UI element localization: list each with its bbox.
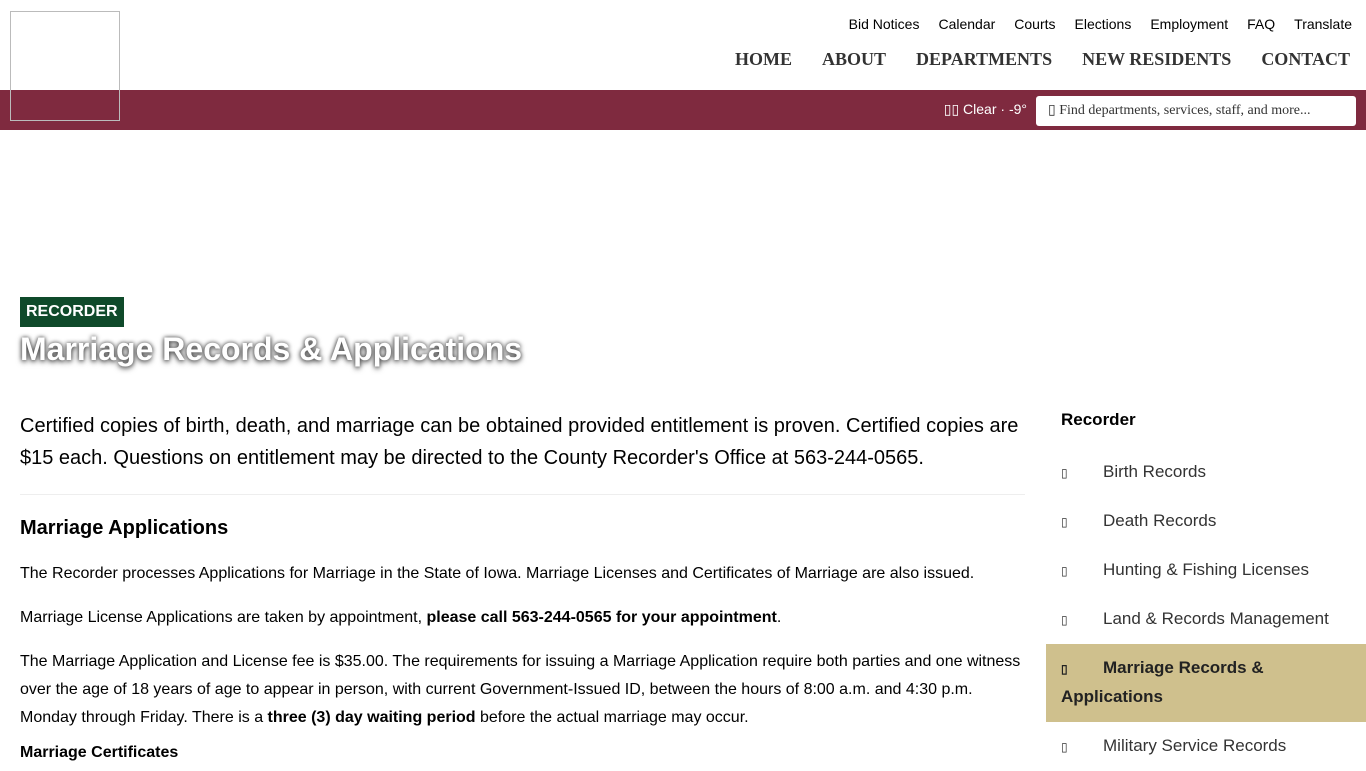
- department-badge[interactable]: RECORDER: [20, 297, 124, 327]
- paragraph: [20, 648, 1025, 732]
- label: Death Records: [1103, 511, 1217, 530]
- county-logo[interactable]: [10, 11, 120, 121]
- heading-applications: Marriage Applications: [20, 517, 229, 539]
- sidebar-item-land-records[interactable]: [1046, 595, 1366, 644]
- header-bar: [0, 90, 1366, 130]
- nav-departments[interactable]: DEPARTMENTS: [916, 49, 1053, 69]
- sidebar-item-marriage-records[interactable]: [1046, 644, 1366, 722]
- search-input[interactable]: ▯ Find departments, services, staff, and more...: [1036, 96, 1356, 126]
- intro-text: Certified copies of birth, death, and marriage can be obtained provided entitlement is proven. Certified copies are $15 each. Questions on entitlement may be directed to the County Recorder's Office at 563-244-0565.: [20, 410, 1025, 495]
- nav-about[interactable]: ABOUT: [822, 49, 887, 69]
- text: .: [776, 609, 782, 626]
- label: Birth Records: [1103, 462, 1206, 481]
- text: Marriage License Applications are taken by appointment,: [20, 609, 427, 626]
- label: Hunting & Fishing Licenses: [1103, 560, 1310, 579]
- phone-text: please call 563-244-0565 for your appointment: [426, 609, 777, 626]
- sidebar-title: Recorder: [1061, 410, 1136, 429]
- nav-new-residents[interactable]: NEW RESIDENTS: [1082, 49, 1232, 69]
- waiting-period: three (3) day waiting period: [267, 709, 476, 726]
- util-calendar[interactable]: Calendar: [938, 16, 996, 32]
- nav-contact[interactable]: CONTACT: [1261, 49, 1350, 69]
- main-content: [20, 410, 1025, 762]
- util-faq[interactable]: FAQ: [1247, 16, 1276, 32]
- util-elections[interactable]: Elections: [1074, 16, 1132, 32]
- text: The Marriage Application and License fee is $35.00. The requirements for issuing a Marriage Application require both parties and one witness over the age of 18 years of age to appear in person, with current Government-Issued ID, between the hours of 8:00 a.m. and 4:30 p.m. Monday through Friday. There is a: [20, 653, 1021, 726]
- square-icon: ▯: [1061, 740, 1068, 754]
- util-translate[interactable]: Translate: [1294, 16, 1352, 32]
- util-employment[interactable]: Employment: [1150, 16, 1229, 32]
- utility-nav: [849, 16, 1352, 32]
- paragraph: [20, 604, 1025, 632]
- weather-widget: ▯▯ Clear · -9°: [943, 101, 1027, 117]
- label: Marriage Records & Applications: [1061, 658, 1264, 706]
- util-bid-notices[interactable]: Bid Notices: [848, 16, 920, 32]
- square-icon: ▯: [1061, 466, 1068, 480]
- sidebar-item-birth-records[interactable]: [1046, 448, 1366, 497]
- paragraph: The Recorder processes Applications for Marriage in the State of Iowa. Marriage Licenses and Certificates of Marriage are also issued.: [20, 565, 975, 582]
- heading-certificates: Marriage Certificates: [20, 744, 179, 761]
- label: Military Service Records: [1103, 736, 1287, 755]
- sidebar-item-military-records[interactable]: [1046, 722, 1366, 771]
- sidebar: [1046, 410, 1366, 771]
- main-nav: [735, 49, 1350, 70]
- square-icon: ▯: [1061, 662, 1068, 676]
- label: Land & Records Management: [1103, 609, 1329, 628]
- square-icon: ▯: [1061, 515, 1068, 529]
- page-title: Marriage Records & Applications: [20, 331, 523, 367]
- square-icon: ▯: [1061, 564, 1068, 578]
- util-courts[interactable]: Courts: [1014, 16, 1056, 32]
- square-icon: ▯: [1061, 613, 1068, 627]
- text: before the actual marriage may occur.: [475, 709, 749, 726]
- sidebar-item-death-records[interactable]: [1046, 497, 1366, 546]
- nav-home[interactable]: HOME: [735, 49, 793, 69]
- sidebar-item-hunting-fishing[interactable]: [1046, 546, 1366, 595]
